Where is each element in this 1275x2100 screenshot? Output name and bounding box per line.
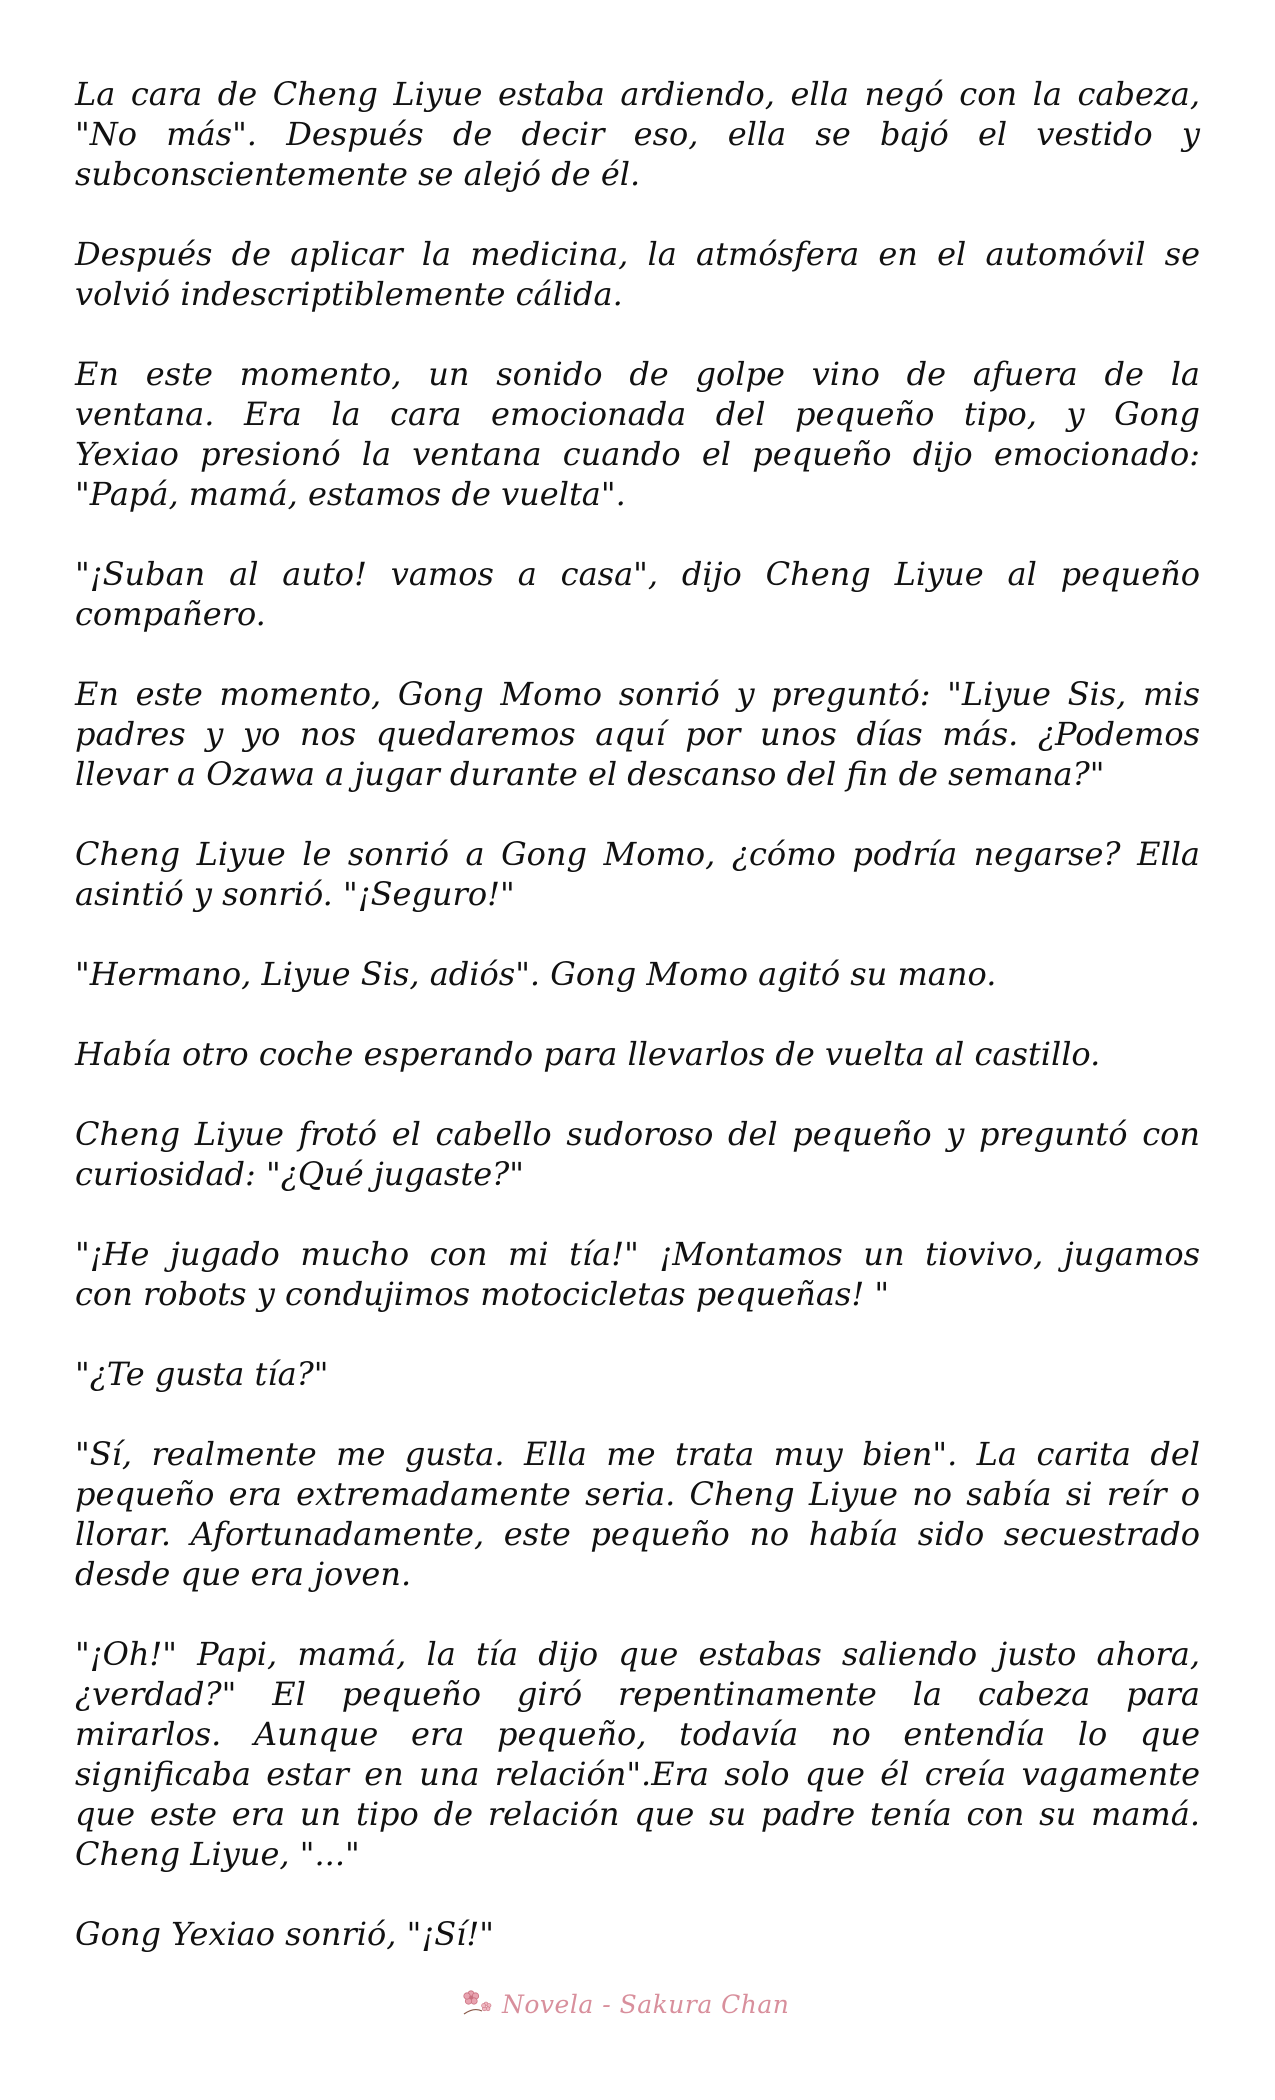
text-line: significaba estar en una relación".Era solo que él creía vagamente — [75, 1755, 1200, 1793]
text-line: volvió indescriptiblemente cálida. — [75, 275, 623, 313]
paragraph — [75, 674, 1200, 794]
text-line: con robots y condujimos motocicletas pequeñas! " — [75, 1275, 890, 1313]
text-line: padres y yo nos quedaremos aquí por unos días más. ¿Podemos — [75, 715, 1200, 753]
text-line: Cheng Liyue frotó el cabello sudoroso del pequeño y preguntó con — [75, 1115, 1200, 1153]
paragraph — [75, 1234, 1200, 1314]
text-line: Cheng Liyue le sonrió a Gong Momo, ¿cómo podría negarse? Ella — [75, 835, 1200, 873]
text-line: Había otro coche esperando para llevarlos de vuelta al castillo. — [75, 1035, 1101, 1073]
paragraph — [75, 1634, 1200, 1874]
text-line: llorar. Afortunadamente, este pequeño no había sido secuestrado — [75, 1515, 1200, 1553]
sakura-flower-icon — [462, 1987, 496, 2022]
text-line: "¡He jugado mucho con mi tía!" ¡Montamos un tiovivo, jugamos — [75, 1235, 1200, 1273]
paragraph — [75, 354, 1200, 514]
paragraph — [75, 74, 1200, 194]
text-line: desde que era joven. — [75, 1555, 412, 1593]
paragraph — [75, 1354, 1200, 1394]
text-line: En este momento, un sonido de golpe vino de afuera de la — [75, 355, 1200, 393]
watermark — [462, 1986, 789, 2022]
text-line: subconscientemente se alejó de él. — [75, 155, 641, 193]
text-line: "¡Oh!" Papi, mamá, la tía dijo que estabas saliendo justo ahora, — [75, 1635, 1200, 1673]
text-line: pequeño era extremadamente seria. Cheng Liyue no sabía si reír o — [75, 1475, 1200, 1513]
paragraph — [75, 1114, 1200, 1194]
text-line: La cara de Cheng Liyue estaba ardiendo, ella negó con la cabeza, — [75, 75, 1200, 113]
text-line: ventana. Era la cara emocionada del pequeño tipo, y Gong — [75, 395, 1200, 433]
text-line: llevar a Ozawa a jugar durante el descanso del fin de semana?" — [75, 755, 1105, 793]
text-line: curiosidad: "¿Qué jugaste?" — [75, 1155, 524, 1193]
paragraph — [75, 1434, 1200, 1594]
paragraph — [75, 554, 1200, 634]
chapter-text — [75, 74, 1200, 1994]
text-line: "Sí, realmente me gusta. Ella me trata muy bien". La carita del — [75, 1435, 1200, 1473]
text-line: "Papá, mamá, estamos de vuelta". — [75, 475, 626, 513]
text-line: En este momento, Gong Momo sonrió y preguntó: "Liyue Sis, mis — [75, 675, 1200, 713]
text-line: que este era un tipo de relación que su padre tenía con su mamá. — [75, 1795, 1200, 1833]
text-line: "Hermano, Liyue Sis, adiós". Gong Momo agitó su mano. — [75, 955, 997, 993]
text-line: "¡Suban al auto! vamos a casa", dijo Cheng Liyue al pequeño — [75, 555, 1200, 593]
paragraph — [75, 954, 1200, 994]
paragraph — [75, 1034, 1200, 1074]
text-line: "No más". Después de decir eso, ella se bajó el vestido y — [75, 115, 1200, 153]
text-line: Yexiao presionó la ventana cuando el pequeño dijo emocionado: — [75, 435, 1200, 473]
text-line: mirarlos. Aunque era pequeño, todavía no entendía lo que — [75, 1715, 1200, 1753]
text-line: compañero. — [75, 595, 266, 633]
text-line: Gong Yexiao sonrió, "¡Sí!" — [75, 1915, 494, 1953]
watermark-text: Novela - Sakura Chan — [502, 1989, 790, 2019]
text-line: Después de aplicar la medicina, la atmósfera en el automóvil se — [75, 235, 1200, 273]
text-line: Cheng Liyue, "..." — [75, 1835, 360, 1873]
paragraph — [75, 234, 1200, 314]
text-line: asintió y sonrió. "¡Seguro!" — [75, 875, 515, 913]
paragraph — [75, 834, 1200, 914]
text-line: "¿Te gusta tía?" — [75, 1355, 329, 1393]
paragraph — [75, 1914, 1200, 1954]
text-line: ¿verdad?" El pequeño giró repentinamente la cabeza para — [75, 1675, 1200, 1713]
